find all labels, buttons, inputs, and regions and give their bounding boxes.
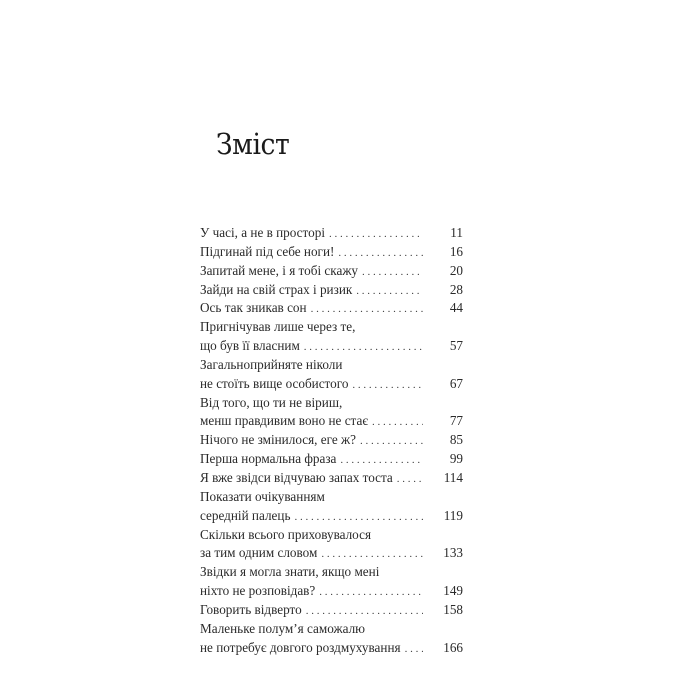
toc-entry-title: Загальноприйняте ніколи [200, 356, 343, 372]
dot-leader [356, 282, 423, 300]
toc-page-number: 149 [443, 583, 463, 599]
toc-page-number: 57 [449, 338, 463, 354]
toc-entry-title: ніхто не розповідав? [200, 583, 316, 599]
toc-entry-line-final [200, 299, 463, 318]
toc-entry [200, 394, 463, 432]
dot-leader [338, 244, 423, 262]
toc-entry [200, 620, 463, 658]
toc-entry-line-final [200, 224, 463, 243]
toc-entry-line [200, 394, 463, 413]
dot-leader [340, 451, 423, 469]
toc-entry [200, 281, 463, 300]
toc-page-number: 119 [443, 507, 463, 523]
page-title: Зміст [216, 127, 290, 161]
dot-leader [294, 508, 423, 526]
toc-entry-title: Звідки я могла знати, якщо мені [200, 564, 380, 580]
toc-entry-line-final [200, 601, 463, 620]
dot-leader [306, 602, 423, 620]
toc-entry [200, 563, 463, 601]
toc-entry-title: Підгинай під себе ноги! [200, 243, 335, 259]
toc-entry-line-final [200, 639, 463, 658]
toc-entry-title: Пригнічував лише через те, [200, 319, 356, 335]
toc-page-number: 114 [443, 469, 463, 485]
toc-entry-title: Нічого не змінилося, еге ж? [200, 432, 356, 448]
toc-entry-line [200, 318, 463, 337]
dot-leader [311, 300, 423, 318]
toc-entry-title: Запитай мене, і я тобі скажу [200, 262, 359, 278]
toc-entry [200, 431, 463, 450]
toc-entry-line-final [200, 450, 463, 469]
dot-leader [397, 470, 423, 488]
toc-entry-line-final [200, 281, 463, 300]
toc-entry [200, 356, 463, 394]
toc-entry-line-final [200, 262, 463, 281]
toc-page-number: 16 [449, 243, 463, 259]
toc-entry-line-final [200, 412, 463, 431]
toc-entry [200, 469, 463, 488]
toc-entry-line-final [200, 469, 463, 488]
dot-leader [319, 583, 423, 601]
toc-entry [200, 262, 463, 281]
toc-entry-title: Зайди на свій страх і ризик [200, 281, 353, 297]
dot-leader [360, 432, 423, 450]
toc-entry-title: Показати очікуванням [200, 488, 325, 504]
toc-entry-line-final [200, 544, 463, 563]
toc-page-number: 77 [449, 413, 463, 429]
dot-leader [372, 413, 423, 431]
toc-entry-title: У часі, а не в просторі [200, 225, 325, 240]
dot-leader [352, 376, 423, 394]
toc-entry-title: Перша нормальна фраза [200, 451, 337, 467]
toc-entry-title: менш правдивим воно не стає [200, 413, 368, 429]
toc-entry-line-final [200, 375, 463, 394]
toc-entry [200, 450, 463, 469]
toc-page-number: 166 [443, 639, 463, 655]
toc-entry-title: середній палець [200, 507, 291, 523]
toc-entry-title: Я вже звідси відчуваю запах тоста [200, 469, 393, 485]
dot-leader [405, 640, 423, 658]
toc-entry-line [200, 526, 463, 545]
toc-page-number: 133 [443, 545, 463, 561]
toc-entry [200, 488, 463, 526]
toc-entry [200, 243, 463, 262]
toc-entry-title: Маленьке полум’я саможалю [200, 620, 365, 636]
toc-entry-title: не потребує довгого роздмухування [200, 639, 401, 655]
dot-leader [321, 545, 423, 563]
toc-entry-title: Ось так зникав сон [200, 300, 307, 316]
toc-entry-title: не стоїть вище особистого [200, 375, 349, 391]
toc-entry [200, 299, 463, 318]
toc-entry-title: Говорить відверто [200, 601, 302, 617]
toc-entry-title: за тим одним словом [200, 545, 318, 561]
toc-entry [200, 526, 463, 564]
toc-page-number: 20 [449, 262, 463, 278]
toc-entry-line [200, 563, 463, 582]
toc-entry [200, 224, 463, 243]
toc-page-number: 67 [449, 375, 463, 391]
toc-entry-title: Скільки всього приховувалося [200, 526, 372, 542]
toc-page-number: 85 [449, 432, 463, 448]
toc-entry-line-final [200, 243, 463, 262]
toc-page-number: 99 [449, 451, 463, 467]
table-of-contents [200, 224, 463, 657]
dot-leader [362, 263, 423, 281]
toc-entry-line-final [200, 582, 463, 601]
toc-page-number: 11 [450, 225, 463, 240]
toc-entry-line-final [200, 337, 463, 356]
toc-entry [200, 318, 463, 356]
dot-leader [304, 338, 423, 356]
toc-entry-title: що був її власним [200, 338, 300, 354]
dot-leader [329, 225, 423, 243]
toc-entry-line [200, 356, 463, 375]
toc-entry-line-final [200, 507, 463, 526]
toc-entry-line [200, 488, 463, 507]
toc-page-number: 158 [443, 601, 463, 617]
toc-entry-title: Від того, що ти не віриш, [200, 394, 343, 410]
toc-entry [200, 601, 463, 620]
toc-entry-line-final [200, 431, 463, 450]
toc-entry-line [200, 620, 463, 639]
toc-page-number: 44 [449, 300, 463, 316]
toc-page-number: 28 [449, 281, 463, 297]
